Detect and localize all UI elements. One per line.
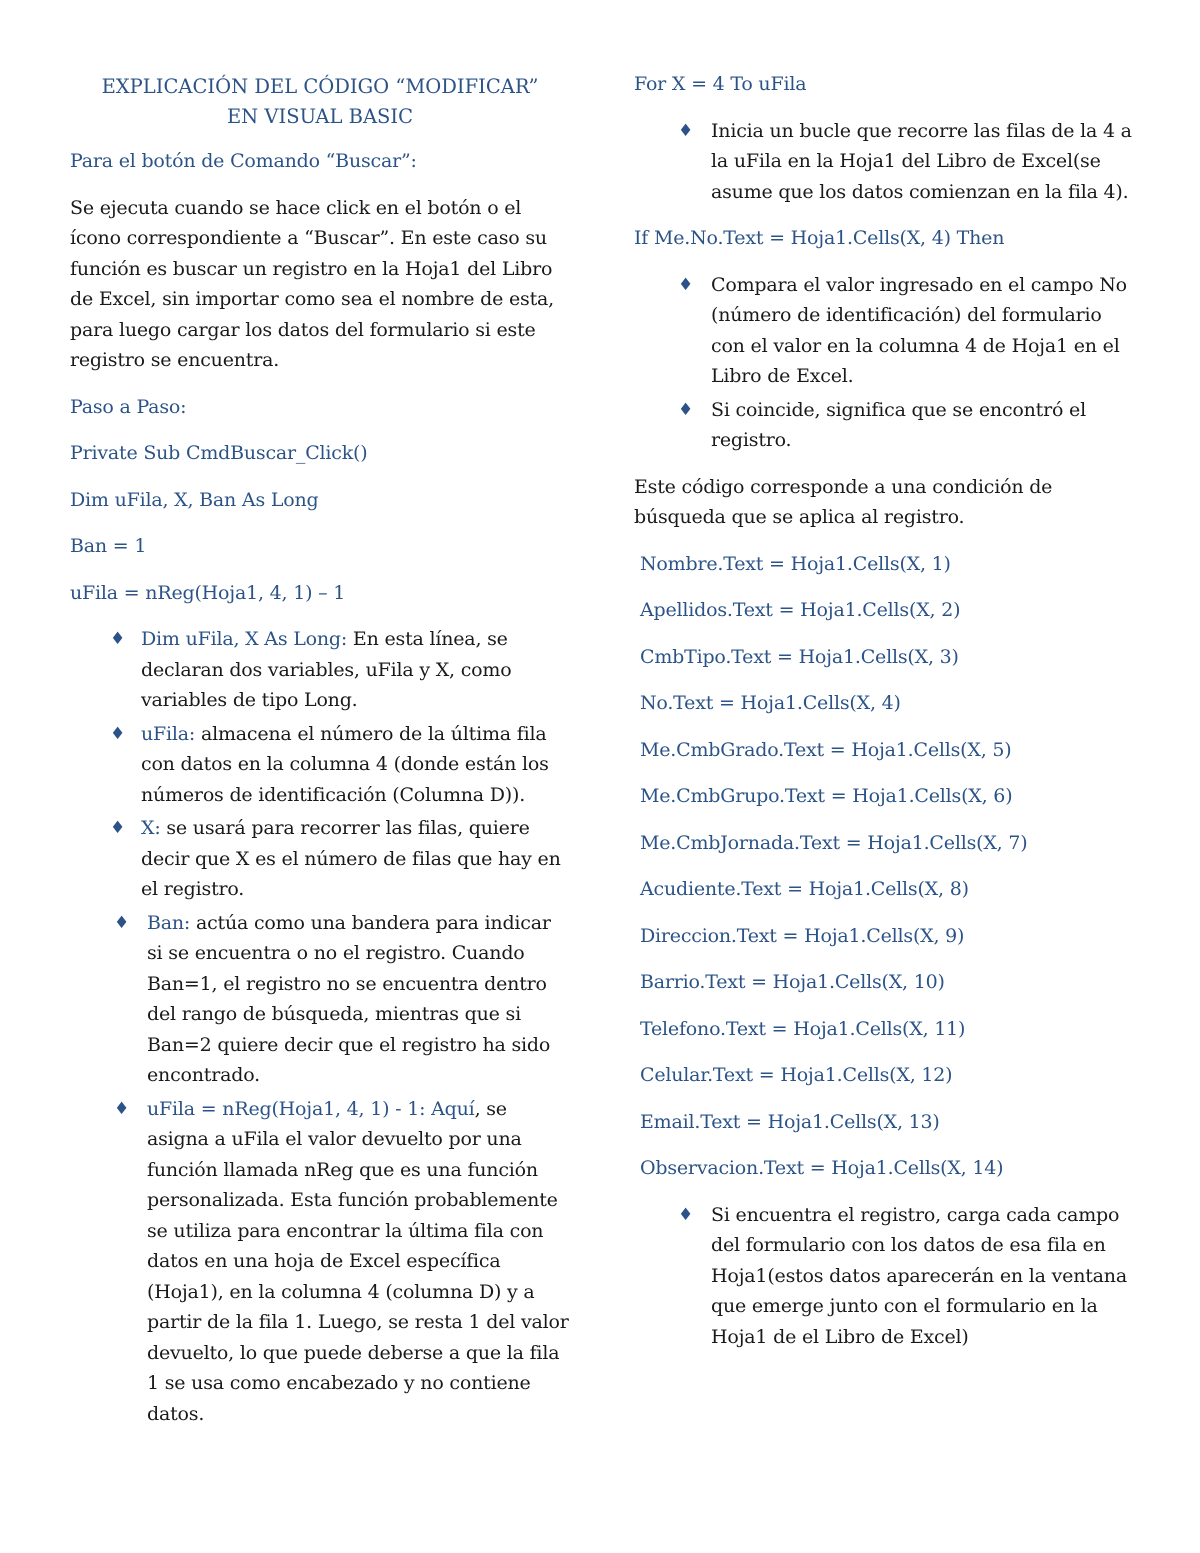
bullet-text: Si encuentra el registro, carga cada campo del formulario con los datos de esa fila en Hoja1(estos datos aparecerán en la ventana que emerge junto con el formulario en la Hoja1 de el Libro de Excel) [711,1203,1127,1348]
assignment-line: Me.CmbJornada.Text = Hoja1.Cells(X, 7) [640,831,1028,854]
bullet-list-if [634,270,1134,456]
list-item [634,116,1134,208]
bullet-term: Ban: [147,911,191,934]
bullet-text: En esta línea, se declaran dos variables, uFila y X, como variables de tipo Long. [141,628,512,711]
code-line: uFila = nReg(Hoja1, 4, 1) – 1 [70,581,346,604]
bullet-text: actúa como una bandera para indicar si se encuentra o no el registro. Cuando Ban=1, el registro no se encuentra dentro del rango de búsqueda, mientras que si Ban=2 quiere decir que el registro ha sido encontrado. [147,911,551,1086]
if-line: If Me.No.Text = Hoja1.Cells(X, 4) Then [634,227,1005,249]
assignment-line: Apellidos.Text = Hoja1.Cells(X, 2) [640,599,961,621]
bullet-text: Inicia un bucle que recorre las filas de la 4 a la uFila en la Hoja1 del Libro de Excel(se asume que los datos comienzan en la fila 4). [711,119,1132,203]
assignment-line: Me.CmbGrado.Text = Hoja1.Cells(X, 5) [640,738,1012,761]
list-item [70,719,570,811]
list-item [634,1200,1134,1353]
diamond-bullet-icon: ♦ [678,399,694,420]
assignment-line: Observacion.Text = Hoja1.Cells(X, 14) [640,1157,1004,1179]
assignment-line: Me.CmbGrupo.Text = Hoja1.Cells(X, 6) [640,785,1013,807]
right-column [634,69,1134,1368]
diamond-bullet-icon: ♦ [110,723,126,744]
bullet-term: uFila = nReg(Hoja1, 4, 1) - 1: Aquí [147,1097,475,1120]
bullet-list-final [634,1200,1134,1353]
diamond-bullet-icon: ♦ [678,274,694,295]
bullet-list-for [634,116,1134,208]
list-item [70,624,570,716]
diamond-bullet-icon: ♦ [114,1098,130,1119]
left-column [70,66,570,1445]
bullet-text: Compara el valor ingresado en el campo No (número de identificación) del formulario con el valor en la columna 4 de Hoja1 en el Libro de Excel. [711,273,1127,387]
code-line: Dim uFila, X, Ban As Long [70,488,319,511]
title-line-2: EN VISUAL BASIC [226,105,414,128]
bullet-text: Si coincide, significa que se encontró el registro. [711,398,1086,451]
bullet-list-ban [70,908,570,1430]
bullet-term: Dim uFila, X As Long: [141,628,348,650]
diamond-bullet-icon: ♦ [110,818,126,838]
diamond-bullet-icon: ♦ [110,629,126,649]
bullet-text: almacena el número de la última fila con datos en la columna 4 (donde están los números de identificación (Columna D)). [141,722,549,806]
diamond-bullet-icon: ♦ [114,912,130,933]
subheading: Para el botón de Comando “Buscar”: [70,150,417,172]
bullet-term: uFila: [141,722,196,745]
diamond-bullet-icon: ♦ [678,1204,694,1225]
assignment-line: Direccion.Text = Hoja1.Cells(X, 9) [640,924,965,947]
code-line: Private Sub CmdBuscar_Click() [70,442,368,464]
for-line: For X = 4 To uFila [634,73,807,95]
diamond-bullet-icon: ♦ [678,120,694,141]
assignment-line: Email.Text = Hoja1.Cells(X, 13) [640,1110,940,1133]
bullet-list-variables [70,624,570,905]
assignment-line: Barrio.Text = Hoja1.Cells(X, 10) [640,971,945,993]
bullet-text: , se asigna a uFila el valor devuelto por una función llamada nReg que es una función personalizada. Esta función probablemente se utiliza para encontrar la última fila con datos en una hoja de Excel específica (Hoja1), en la columna 4 (columna D) y a partir de la fila 1. Luego, se resta 1 del valor devuelto, lo que puede deberse a que la fila 1 se usa como encabezado y no contiene datos. [147,1097,569,1425]
assignment-line: Celular.Text = Hoja1.Cells(X, 12) [640,1064,953,1086]
intro-paragraph: Se ejecuta cuando se hace click en el botón o el ícono correspondiente a “Buscar”. En este caso su función es buscar un registro en la Hoja1 del Libro de Excel, sin importar como sea el nombre de esta, para luego cargar los datos del formulario si este registro se encuentra. [70,196,555,371]
title-line-1: EXPLICACIÓN DEL CÓDIGO “MODIFICAR” [101,75,539,98]
assignment-line: Telefono.Text = Hoja1.Cells(X, 11) [640,1017,966,1040]
assignment-line: CmbTipo.Text = Hoja1.Cells(X, 3) [640,645,959,668]
list-item [634,395,1134,456]
bullet-text: se usará para recorrer las filas, quiere decir que X es el número de filas que hay en el registro. [141,817,561,900]
list-item [70,908,570,1091]
assignment-line: Acudiente.Text = Hoja1.Cells(X, 8) [640,878,969,900]
list-item [70,1094,570,1430]
condition-paragraph: Este código corresponde a una condición de búsqueda que se aplica al registro. [634,475,1053,528]
assignment-line: Nombre.Text = Hoja1.Cells(X, 1) [640,552,951,575]
list-item [70,813,570,905]
bullet-term: X: [141,817,161,839]
code-line: Ban = 1 [70,535,147,557]
document-title [70,72,570,132]
list-item [634,270,1134,392]
paso-a-paso-heading: Paso a Paso: [70,395,187,418]
assignment-line: No.Text = Hoja1.Cells(X, 4) [640,692,901,714]
